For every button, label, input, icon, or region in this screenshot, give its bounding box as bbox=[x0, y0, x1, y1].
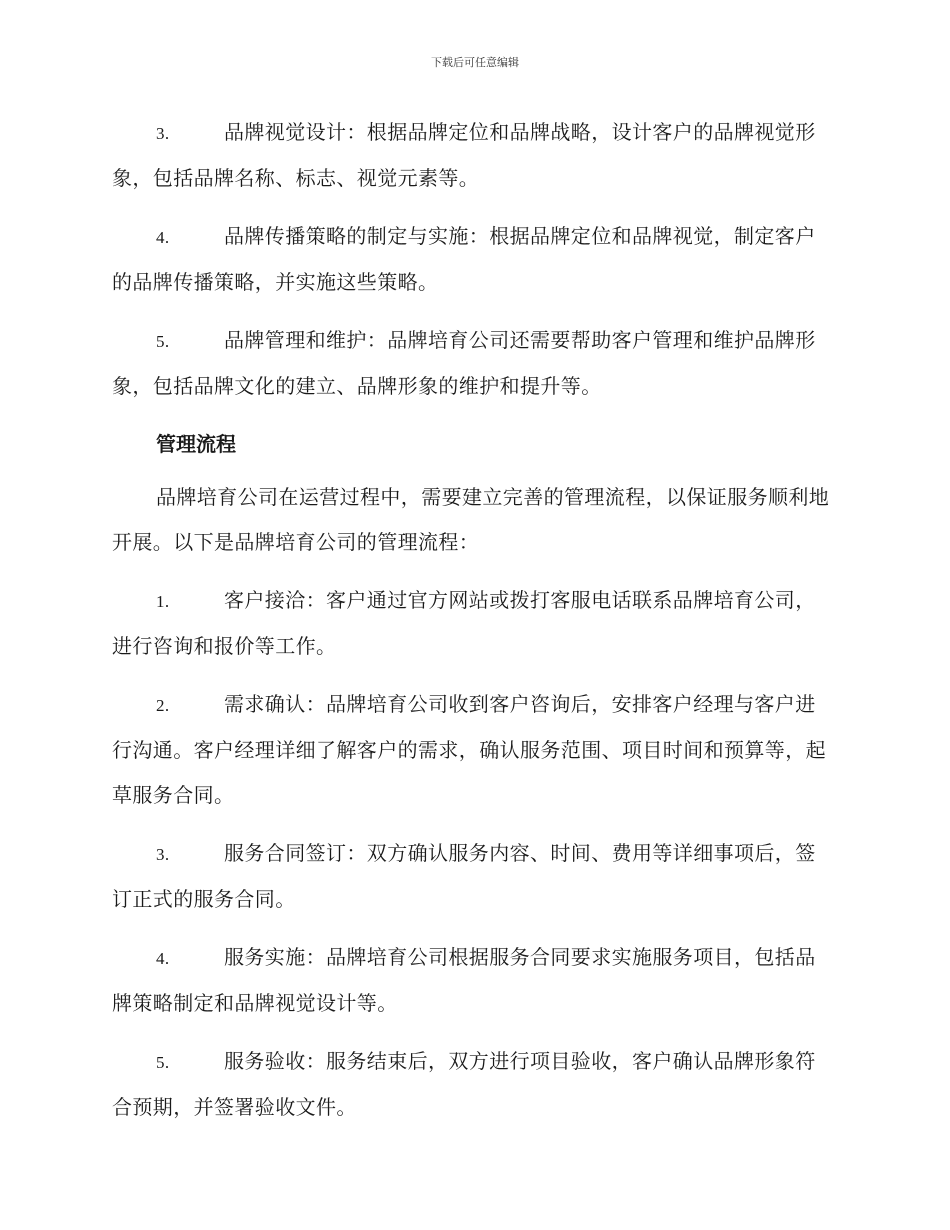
list-item-text: 客户接洽：客户通过官方网站或拨打客服电话联系品牌培育公司，进行咨询和报价等工作。 bbox=[112, 588, 816, 658]
list-item-text: 需求确认：品牌培育公司收到客户咨询后，安排客户经理与客户进行沟通。客户经理详细了解客户的需求，确认服务范围、项目时间和预算等，起草服务合同。 bbox=[112, 692, 826, 807]
list-item bbox=[112, 935, 834, 1026]
page-header: 下载后可任意编辑 bbox=[431, 56, 519, 69]
section-intro: 品牌培育公司在运营过程中，需要建立完善的管理流程，以保证服务顺利地开展。以下是品牌培育公司的管理流程： bbox=[112, 485, 830, 554]
list-item-number: 3. bbox=[156, 845, 170, 864]
section-heading: 管理流程 bbox=[156, 432, 236, 456]
list-item-text: 服务验收：服务结束后，双方进行项目验收，客户确认品牌形象符合预期，并签署验收文件。 bbox=[112, 1049, 816, 1119]
list-item bbox=[112, 214, 834, 305]
list-item-text: 品牌传播策略的制定与实施：根据品牌定位和品牌视觉，制定客户的品牌传播策略，并实施这些策略。 bbox=[112, 224, 816, 294]
list-item-number: 5. bbox=[156, 332, 170, 351]
list-item-text: 品牌视觉设计：根据品牌定位和品牌战略，设计客户的品牌视觉形象，包括品牌名称、标志、视觉元素等。 bbox=[112, 120, 816, 190]
list-item-text: 服务实施：品牌培育公司根据服务合同要求实施服务项目，包括品牌策略制定和品牌视觉设计等。 bbox=[112, 945, 816, 1015]
document-body bbox=[112, 110, 834, 1143]
list-item bbox=[112, 318, 834, 409]
list-item bbox=[112, 1039, 834, 1130]
list-item-number: 5. bbox=[156, 1053, 170, 1072]
list-item-number: 4. bbox=[156, 949, 170, 968]
list-item-text: 品牌管理和维护：品牌培育公司还需要帮助客户管理和维护品牌形象，包括品牌文化的建立、品牌形象的维护和提升等。 bbox=[112, 328, 816, 398]
list-item-number: 4. bbox=[156, 228, 170, 247]
list-item bbox=[112, 110, 834, 201]
list-item bbox=[112, 578, 834, 669]
list-item-number: 2. bbox=[156, 696, 170, 715]
list-item-number: 1. bbox=[156, 592, 170, 611]
list-item-number: 3. bbox=[156, 124, 170, 143]
list-item-text: 服务合同签订：双方确认服务内容、时间、费用等详细事项后，签订正式的服务合同。 bbox=[112, 841, 816, 911]
list-item bbox=[112, 682, 834, 818]
list-item bbox=[112, 831, 834, 922]
